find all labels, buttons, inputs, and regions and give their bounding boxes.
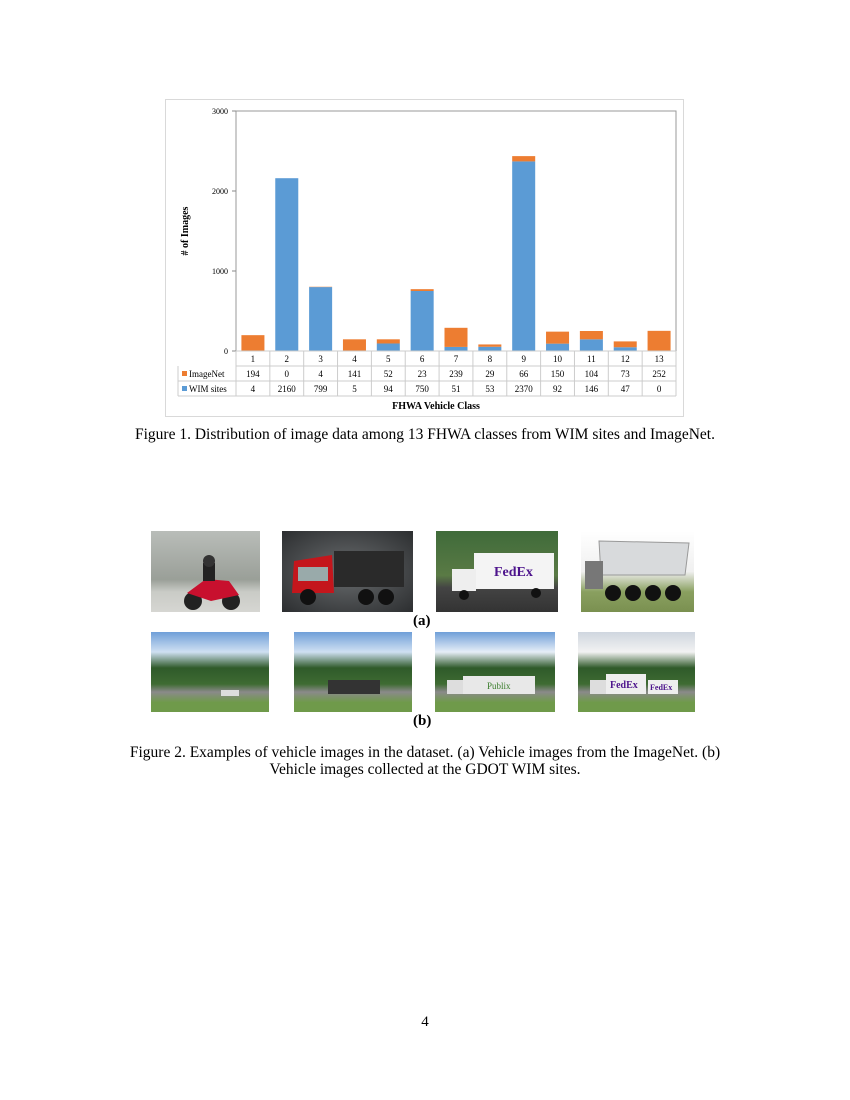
bar-wim-sites (580, 339, 603, 351)
subfigure-label-b: (b) (413, 713, 432, 729)
figure2-caption-line2: Vehicle images collected at the GDOT WIM sites. (269, 761, 581, 778)
x-tick-label: 7 (453, 354, 459, 364)
figure1-caption: Figure 1. Distribution of image data among 13 FHWA classes from WIM sites and ImageNet. (135, 426, 715, 443)
data-label: 92 (553, 384, 563, 394)
svg-text:FedEx: FedEx (650, 683, 673, 692)
svg-text:FedEx: FedEx (610, 680, 638, 691)
data-label: 104 (584, 369, 599, 379)
data-label: 51 (451, 384, 461, 394)
data-label: 194 (246, 369, 260, 379)
x-tick-label: 6 (419, 354, 425, 364)
photo-wim-bus (294, 632, 412, 712)
data-label: 146 (584, 384, 599, 394)
data-label: 2160 (277, 384, 296, 394)
x-tick-label: 8 (487, 354, 493, 364)
legend-label: ImageNet (189, 369, 225, 379)
legend-swatch (182, 386, 187, 391)
data-label: 5 (352, 384, 357, 394)
photo-motorcycle (151, 531, 260, 612)
data-label: 23 (417, 369, 427, 379)
x-tick-label: 5 (386, 354, 391, 364)
data-label: 66 (519, 369, 529, 379)
bar-imagenet (343, 339, 366, 350)
x-tick-label: 9 (521, 354, 526, 364)
bar-imagenet (444, 328, 467, 347)
subfigure-label-a: (a) (413, 613, 431, 629)
bar-imagenet (478, 344, 501, 346)
y-tick-label: 0 (224, 347, 228, 356)
bar-imagenet (580, 331, 603, 339)
photo-dump-trailer (581, 531, 694, 612)
data-label: 252 (652, 369, 666, 379)
data-label: 53 (485, 384, 495, 394)
data-label: 47 (620, 384, 630, 394)
data-label: 0 (284, 369, 290, 379)
photo-wim-fedex-truck (578, 632, 695, 712)
bar-imagenet (614, 341, 637, 347)
x-tick-label: 13 (654, 354, 664, 364)
data-label: 52 (383, 369, 393, 379)
y-tick-label: 1000 (212, 267, 228, 276)
data-label: 4 (250, 384, 256, 394)
bar-imagenet (546, 332, 569, 344)
stacked-bar-chart (166, 100, 685, 418)
legend-label: WIM sites (189, 384, 227, 394)
x-tick-label: 11 (587, 354, 596, 364)
data-label: 94 (383, 384, 393, 394)
bar-wim-sites (512, 161, 535, 351)
bar-imagenet (241, 335, 264, 351)
y-tick-label: 2000 (212, 187, 228, 196)
data-label: 799 (313, 384, 328, 394)
y-tick-label: 3000 (212, 107, 228, 116)
figure1-chart (165, 99, 684, 417)
legend-swatch (182, 371, 187, 376)
bar-wim-sites (275, 178, 298, 351)
bar-wim-sites (444, 347, 467, 351)
bar-imagenet (377, 339, 400, 343)
bar-imagenet (512, 156, 535, 161)
photo-wim-car (151, 632, 269, 712)
photo-wim-publix-truck (435, 632, 555, 712)
x-tick-label: 1 (250, 354, 256, 364)
bar-imagenet (411, 289, 434, 291)
x-tick-label: 3 (318, 354, 323, 364)
page-number: 4 (421, 1014, 429, 1030)
data-label: 4 (318, 369, 323, 379)
y-axis-title: # of Images (180, 206, 191, 256)
publix-logo: Publix (487, 681, 511, 691)
bar-wim-sites (546, 344, 569, 351)
data-label: 150 (550, 369, 565, 379)
data-label: 29 (485, 369, 495, 379)
bar-wim-sites (309, 287, 332, 351)
bar-wim-sites (377, 343, 400, 351)
bar-imagenet (648, 331, 671, 351)
fedex-logo: FedEx (494, 565, 533, 580)
bar-wim-sites (478, 347, 501, 351)
data-label: 0 (656, 384, 662, 394)
data-label: 2370 (514, 384, 533, 394)
x-tick-label: 10 (553, 354, 563, 364)
figure2-caption-line1: Figure 2. Examples of vehicle images in the dataset. (a) Vehicle images from the ImageNet. (b) (129, 744, 721, 761)
x-axis-title: FHWA Vehicle Class (392, 401, 480, 412)
photo-fedex-truck (436, 531, 558, 612)
bar-wim-sites (411, 291, 434, 351)
x-tick-label: 12 (620, 354, 630, 364)
x-tick-label: 4 (352, 354, 357, 364)
bar-wim-sites (614, 347, 637, 351)
data-label: 73 (620, 369, 630, 379)
data-label: 141 (347, 369, 362, 379)
x-tick-label: 2 (284, 354, 290, 364)
plot-border (236, 111, 676, 351)
data-label: 239 (449, 369, 463, 379)
photo-dump-truck (282, 531, 413, 612)
data-label: 750 (415, 384, 429, 394)
